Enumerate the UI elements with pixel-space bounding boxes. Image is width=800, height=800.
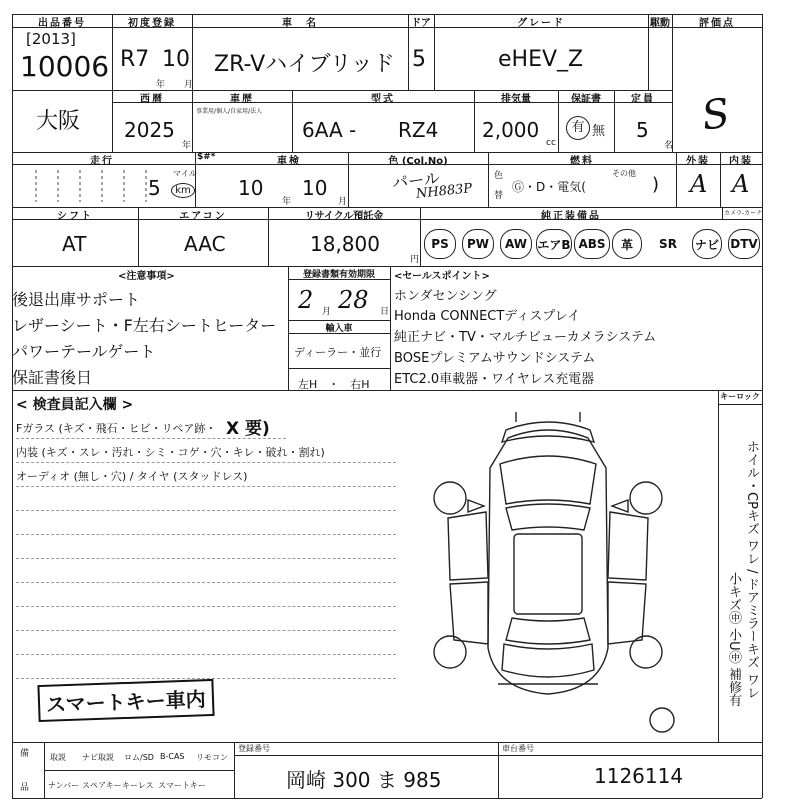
lot-label: 出品番号 <box>38 18 86 29</box>
key-lock-label: キーロック <box>720 392 760 401</box>
equipment-sunroof: SR <box>659 237 677 251</box>
warranty-yes: 有 <box>566 116 590 140</box>
exterior-grade: A <box>690 170 708 198</box>
accessory-remote: リモコン <box>196 753 228 762</box>
accessory-keyless: キーレス <box>122 781 154 790</box>
deadline-month: 2 <box>298 286 314 314</box>
ac-label: エアコン <box>179 211 227 222</box>
chassis-label: 車台番号 <box>502 744 534 753</box>
notes-label: <注意事項> <box>118 271 175 282</box>
warranty-no: 無 <box>592 124 606 139</box>
air-conditioner: AAC <box>184 232 226 256</box>
note-item: 保証書後日 <box>12 368 93 387</box>
grade-label: グレード <box>517 18 565 29</box>
note-item: 後退出庫サポート <box>12 290 141 309</box>
sales-item: BOSEプレミアムサウンドシステム <box>394 351 596 366</box>
equipment-pw: PW <box>462 229 494 259</box>
inspector-line-audio: オーディオ (無し・穴) / タイヤ (スタッドレス) <box>16 470 248 483</box>
smart-key-note: スマートキー車内 <box>37 679 214 722</box>
inspection-month-unit: 月 <box>338 197 348 207</box>
accessory-plate: ナンバー <box>48 781 80 790</box>
color-code: NH883P <box>415 181 473 202</box>
accessory-side-label-2: 品 <box>20 783 30 793</box>
note-item: パワーテールゲート <box>12 342 156 361</box>
drive-label: 駆動 <box>650 18 670 29</box>
import-label: 輸入車 <box>325 324 353 334</box>
windshield-mark: X 要) <box>226 419 270 439</box>
model-year: 2025 <box>124 118 175 142</box>
plate-number: 岡崎 300 ま 985 <box>286 768 442 792</box>
history-label: 車歴 <box>230 94 254 105</box>
color: パール <box>391 168 441 193</box>
equip-label: 純正装備品 <box>541 211 601 222</box>
legend-text-1: ホイル・CPキズ ワレ / ドアミラーキズ ワレ <box>744 440 759 699</box>
evaluation-score: S <box>698 90 733 140</box>
inspection-year: 10 <box>238 176 264 200</box>
month-unit: 月 <box>184 80 194 90</box>
shift: AT <box>62 232 87 256</box>
score-label: 評価点 <box>699 18 735 29</box>
accessory-bcas: B-CAS <box>160 752 185 761</box>
displacement: 2,000 <box>482 118 540 142</box>
cc-unit: cc <box>546 138 556 148</box>
mileage: 5 <box>148 176 161 200</box>
mileage-flag: $#* <box>197 152 216 162</box>
equipment-abs: ABS <box>574 229 610 259</box>
sales-item: ホンダセンシング <box>394 289 497 304</box>
chassis-number: 1126114 <box>594 764 684 788</box>
first-reg-era-year: R7 <box>120 47 150 72</box>
deadline-day-unit: 日 <box>380 307 390 317</box>
equipment-ps: PS <box>424 229 456 259</box>
accessory-spare-key: スペアキー <box>82 781 122 790</box>
recycle-label: リサイクル預託金 <box>304 211 384 222</box>
model-year-unit: 年 <box>182 141 192 151</box>
capacity-unit: 名 <box>664 141 674 151</box>
fuel-close: ) <box>652 174 660 195</box>
color-label: 色 (Col.No) <box>388 156 448 167</box>
accessory-side-label-1: 備 <box>20 749 30 759</box>
color-side2: 替 <box>494 191 504 201</box>
deadline-month-unit: 月 <box>322 307 332 317</box>
car-doors: 5 <box>412 47 426 72</box>
location: 大阪 <box>36 109 81 134</box>
yen-unit: 円 <box>410 255 420 265</box>
model-prefix: 6AA - <box>302 118 357 142</box>
import-type: ディーラー・並行 <box>294 346 382 359</box>
color-side1: 色 <box>494 171 504 181</box>
sales-item: ETC2.0車載器・ワイヤレス充電器 <box>394 372 595 387</box>
model-code: RZ4 <box>398 118 439 142</box>
exterior-label: 外装 <box>686 156 710 167</box>
capacity-label: 定員 <box>631 94 655 105</box>
seireki-label: 西暦 <box>140 94 164 105</box>
equipment-aw: AW <box>500 229 532 259</box>
lot-number: 10006 <box>20 50 110 83</box>
accessory-rom-sd: ロム/SD <box>124 753 154 762</box>
inspector-line-interior: 内装 (キズ・スレ・汚れ・シミ・コゲ・穴・キレ・破れ・割れ) <box>16 446 325 459</box>
accessory-navi-manual: ナビ取説 <box>82 753 114 762</box>
deadline-label: 登録書類有効期限 <box>302 270 375 280</box>
inspection-year-unit: 年 <box>282 197 292 207</box>
fuel-options: Ⓖ・D・電気( <box>512 180 586 194</box>
deadline-day: 28 <box>338 286 369 314</box>
model-label: 型式 <box>371 94 395 105</box>
history-sub: 事業用/個人/自家用/法人 <box>196 108 263 115</box>
capacity: 5 <box>636 118 649 142</box>
mileage-digit-boxes <box>14 166 150 206</box>
warranty-label: 保証書 <box>571 94 601 105</box>
sales-item: Honda CONNECTディスプレイ <box>394 309 581 324</box>
legend-text-2: 小キズ㊥ 小U㊥ 補修有 <box>726 572 741 707</box>
fuel-label: 燃料 <box>570 156 594 167</box>
km-unit: km <box>171 183 195 198</box>
doors-label: ドア <box>411 18 431 29</box>
equipment-leather: 革 <box>612 229 642 259</box>
interior-grade: A <box>732 170 750 198</box>
accessory-smart-key: スマートキー <box>158 781 206 790</box>
car-name: ZR-Vハイブリッド <box>214 52 395 77</box>
inspection-label: 車検 <box>277 156 301 167</box>
camera-label: カメラ-カーナ <box>724 210 763 217</box>
lot-year-bracket: [2013] <box>26 30 76 48</box>
shift-label: シフト <box>57 211 93 222</box>
interior-label: 内装 <box>729 156 753 167</box>
sales-label: <セールスポイント> <box>394 271 490 282</box>
car-damage-diagram <box>428 408 668 708</box>
mileage-label: 走行 <box>90 156 114 167</box>
inspector-line-windshield: Fガラス (キズ・飛石・ヒビ・リペア跡・ <box>16 422 217 435</box>
inspector-title: < 検査員記入欄 > <box>16 397 134 413</box>
spare-tire-circle <box>648 706 676 734</box>
car-grade: eHEV_Z <box>498 47 584 72</box>
car-name-label: 車 名 <box>282 18 318 29</box>
mile-unit: マイル <box>173 169 197 178</box>
year-unit: 年 <box>156 80 166 90</box>
displacement-label: 排気量 <box>501 94 531 105</box>
recycle-fee: 18,800 <box>310 232 380 256</box>
equipment-dtv: DTV <box>728 229 760 259</box>
fuel-other: その他 <box>612 169 636 178</box>
equipment-navi: ナビ <box>692 229 722 259</box>
steering-side: 左H ・ 右H <box>298 378 370 391</box>
plate-label: 登録番号 <box>238 744 270 753</box>
note-item: レザーシート・F左右シートヒーター <box>12 316 277 335</box>
inspection-month: 10 <box>302 176 328 200</box>
first-reg-label: 初度登録 <box>128 18 176 29</box>
equipment-airbag: エアB <box>536 229 572 259</box>
accessory-manual: 取説 <box>50 753 66 762</box>
sales-item: 純正ナビ・TV・マルチビューカメラシステム <box>394 330 657 345</box>
first-reg-month: 10 <box>162 47 190 72</box>
